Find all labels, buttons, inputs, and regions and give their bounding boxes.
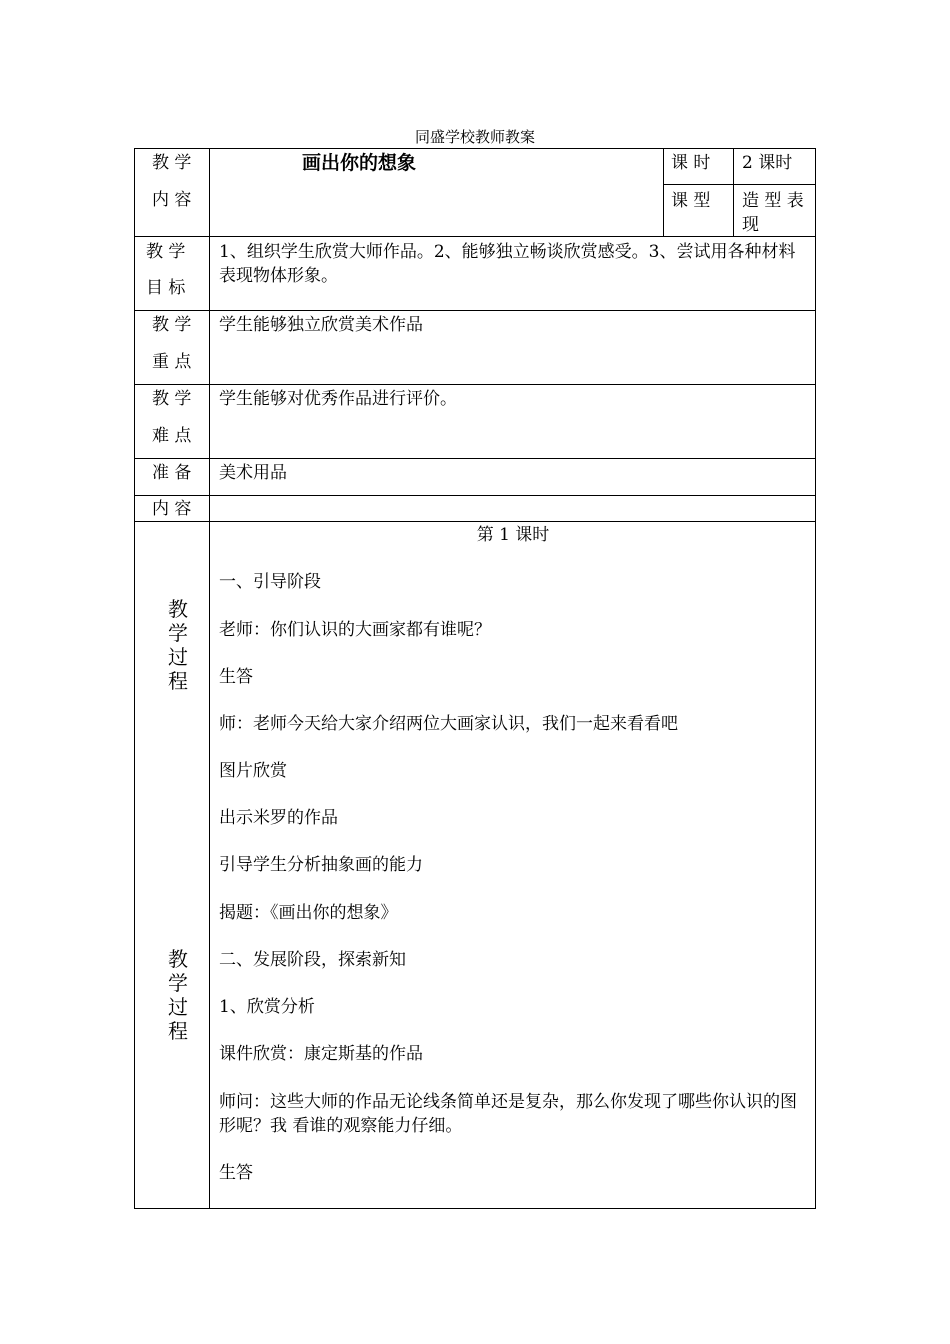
- cell-divider: [663, 184, 816, 185]
- row-divider: [134, 236, 816, 237]
- column-divider: [733, 148, 734, 236]
- goals-label: 教 学: [146, 242, 186, 262]
- row-divider: [134, 384, 816, 385]
- type-label: 课 型: [671, 191, 711, 211]
- process-label-char: 教: [168, 947, 188, 971]
- key-label: 重 点: [152, 352, 192, 372]
- process-paragraph: 生答: [219, 1163, 253, 1183]
- goals-text: 1、组织学生欣赏大师作品。2、能够独立畅谈欣赏感受。3、尝试用各种材料表现物体形象。: [219, 242, 796, 286]
- process-paragraph: 课件欣赏：康定斯基的作品: [219, 1044, 423, 1064]
- row-divider: [134, 495, 816, 496]
- process-label-char: 过: [168, 645, 188, 669]
- process-label-char: 教: [168, 597, 188, 621]
- row-divider: [134, 310, 816, 311]
- process-paragraph: 师：老师今天给大家介绍两位大画家认识，我们一起来看看吧: [219, 714, 678, 734]
- process-paragraph: 师问：这些大师的作品无论线条简单还是复杂，那么你发现了哪些你认识的图形呢？我 看谁的观察能力仔细。: [219, 1092, 797, 1136]
- hours-label: 课 时: [671, 153, 711, 173]
- type-value: 造 型 表: [742, 191, 804, 211]
- process-paragraph: 1、欣赏分析: [219, 997, 315, 1017]
- process-paragraph: 图片欣赏: [219, 761, 287, 781]
- content-label: 教 学: [152, 153, 192, 173]
- session-heading: 第 1 课时: [476, 525, 550, 545]
- process-paragraph: 揭题：《画出你的想象》: [219, 903, 398, 923]
- column-divider: [663, 148, 664, 236]
- process-label-char: 学: [168, 971, 188, 995]
- prep-text: 美术用品: [219, 463, 287, 483]
- row-divider: [134, 521, 816, 522]
- hours-value: 2 课时: [742, 153, 793, 173]
- key-text: 学生能够独立欣赏美术作品: [219, 315, 423, 335]
- process-paragraph: 引导学生分析抽象画的能力: [219, 855, 423, 875]
- difficulty-label: 教 学: [152, 389, 192, 409]
- content2-label: 内 容: [152, 499, 192, 519]
- process-paragraph: 二、发展阶段，探索新知: [219, 950, 406, 970]
- process-label-char: 学: [168, 621, 188, 645]
- key-label: 教 学: [152, 315, 192, 335]
- process-label-char: 过: [168, 995, 188, 1019]
- process-paragraph: 一、引导阶段: [219, 572, 321, 592]
- goals-label: 目 标: [146, 278, 186, 298]
- process-label-char: 程: [168, 1019, 188, 1043]
- process-paragraph: 老师：你们认识的大画家都有谁呢？: [219, 620, 491, 640]
- process-label-char: 程: [168, 669, 188, 693]
- prep-label: 准 备: [152, 463, 192, 483]
- content-label: 内 容: [152, 190, 192, 210]
- row-divider: [134, 458, 816, 459]
- process-paragraph: 生答: [219, 667, 253, 687]
- difficulty-label: 难 点: [152, 426, 192, 446]
- page-header: 同盛学校教师教案: [414, 128, 535, 146]
- lesson-title: 画出你的想象: [302, 152, 417, 174]
- process-paragraph: 出示米罗的作品: [219, 808, 338, 828]
- column-divider: [209, 148, 210, 1209]
- difficulty-text: 学生能够对优秀作品进行评价。: [219, 389, 457, 409]
- type-value: 现: [742, 215, 759, 235]
